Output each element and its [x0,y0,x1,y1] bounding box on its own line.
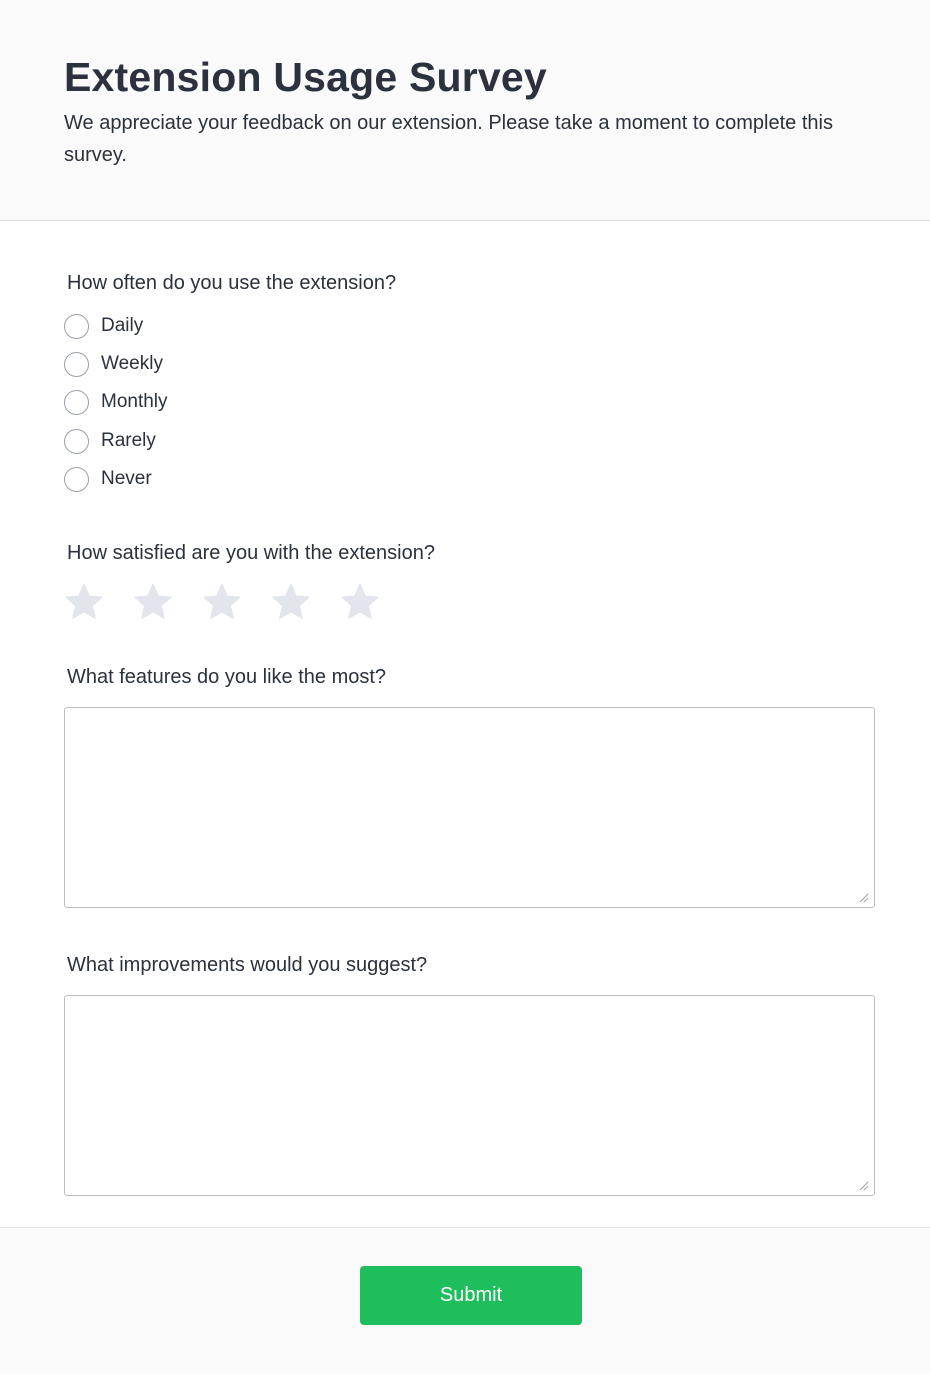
radio-option-rarely[interactable] [64,428,156,454]
star-shape [342,585,378,619]
radio-label: Rarely [101,430,156,451]
radio-label: Monthly [101,391,168,412]
usage-frequency-question: How often do you use the extension? [67,272,397,294]
satisfaction-question: How satisfied are you with the extension? [67,542,435,564]
radio-option-daily[interactable] [64,313,143,339]
star-shape [204,585,240,619]
star-icon-4[interactable] [271,582,311,622]
radio-option-monthly[interactable] [64,389,168,415]
survey-footer [0,1227,930,1374]
star-shape [135,585,171,619]
radio-button[interactable] [64,352,89,377]
star-shape [66,585,102,619]
improvements-textarea[interactable] [64,995,875,1196]
radio-label: Daily [101,315,144,336]
improvements-question: What improvements would you suggest? [67,954,428,976]
radio-button[interactable] [64,467,89,492]
resize-grip-icon[interactable] [859,1181,869,1191]
favorite-features-question: What features do you like the most? [67,666,387,688]
star-rating [64,582,409,624]
favorite-features-textarea[interactable] [64,707,875,908]
radio-label: Weekly [101,353,163,374]
star-icon-5[interactable] [340,582,380,622]
resize-grip-icon[interactable] [859,893,869,903]
page-title: Extension Usage Survey [64,54,547,100]
survey-header [0,0,930,221]
star-shape [273,585,309,619]
radio-option-weekly[interactable] [64,351,163,377]
radio-button[interactable] [64,314,89,339]
star-icon-3[interactable] [202,582,242,622]
radio-button[interactable] [64,390,89,415]
radio-option-never[interactable] [64,466,152,492]
radio-label: Never [101,468,152,489]
radio-button[interactable] [64,429,89,454]
star-icon-2[interactable] [133,582,173,622]
star-icon-1[interactable] [64,582,104,622]
submit-button[interactable]: Submit [360,1266,582,1325]
page-subtitle: We appreciate your feedback on our extension. Please take a moment to complete this survey. [64,112,833,166]
